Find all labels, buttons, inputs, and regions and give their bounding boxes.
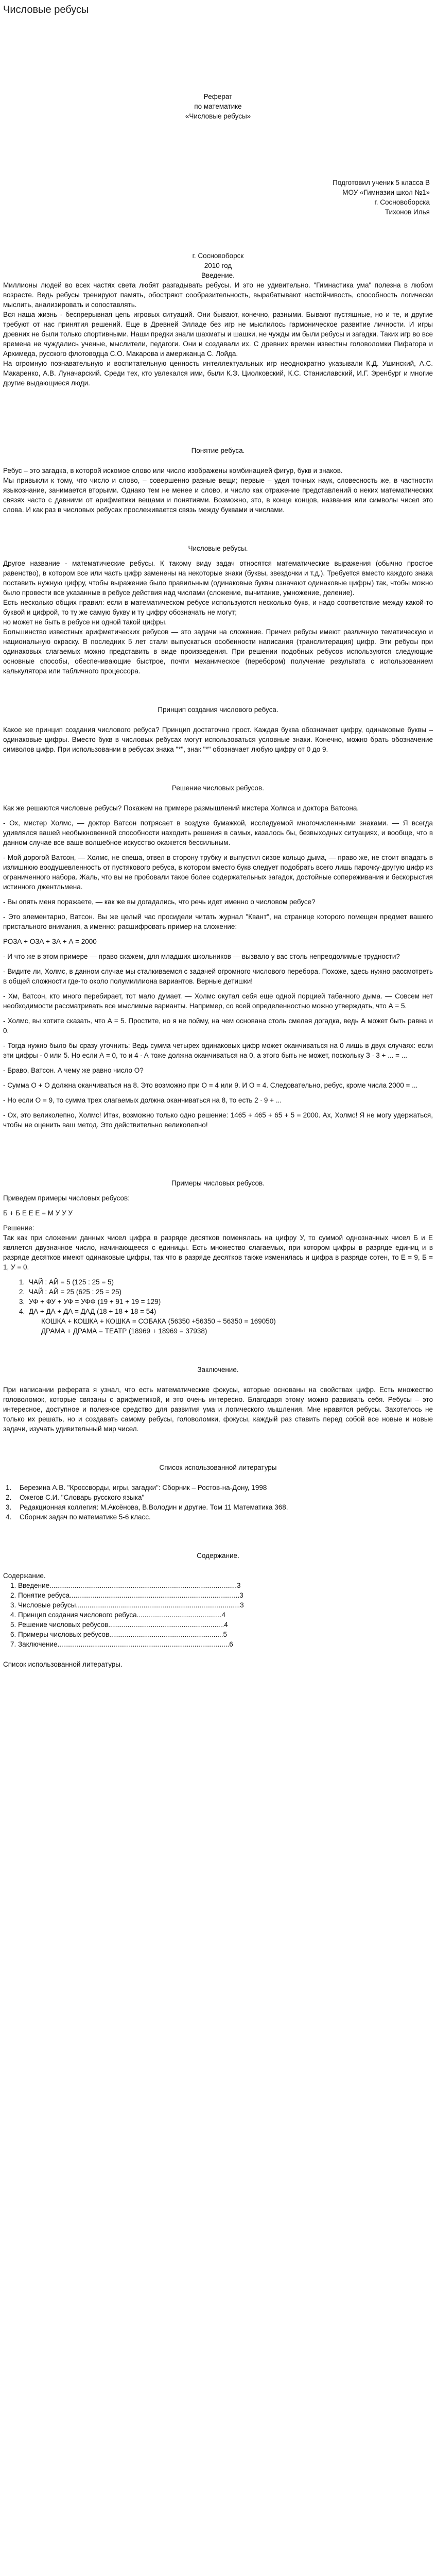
literature-list — [3, 1483, 433, 1522]
solving-paragraph: - Холмс, вы хотите сказать, что А = 5. Простите, но я не пойму, на чем основана столь смелая догадка, ведь А может быть равна и 0. — [3, 1017, 433, 1035]
solving-paragraph: - Вы опять меня поражаете, — как же вы догадались, что речь идет именно о числовом ребусе? — [3, 898, 316, 906]
literature-title: Список использованной литературы — [159, 1464, 277, 1471]
principles-title: Принцип создания числового ребуса. — [158, 706, 278, 714]
numeric-paragraph: Большинство известных арифметических ребусов — это задачи на сложение. Причем ребусы имеют различную тематическую и национальную окраску. В последних 5 лет стали выпускаться особенности написания (транслитерация) цифр. Эти ребусы при одинаковых слагаемых можно представить в виде произведения. При решении подобных ребусов используются следующие основные способы, обеспечивающие быстрое, почти механическое (перебором) получение результата с использованием калькулятора или табличного процессора. — [3, 628, 433, 675]
toc-item: 2. Понятие ребуса........................................................................................3 — [10, 1591, 243, 1599]
numeric-paragraph: но может не быть в ребусе ни одной такой цифры. — [3, 618, 167, 626]
solving-paragraph: - Браво, Ватсон. А чему же равно число О? — [3, 1066, 144, 1074]
solving-formula: РОЗА + ОЗА + ЗА + А = 2000 — [3, 938, 97, 945]
toc-item: 5. Решение числовых ребусов............................................................4 — [10, 1621, 228, 1629]
author-line: г. Сосновоборска — [374, 198, 430, 206]
list-item: 3. УФ + ФУ + УФ = УФФ (19 + 91 + 19 = 129) — [27, 1297, 433, 1307]
contents-label: Содержание. — [3, 1572, 46, 1580]
intro-section — [3, 280, 433, 388]
solving-paragraph: - Мой дорогой Ватсон, — Холмс, не спеша, отвел в сторону трубку и выпустил сизое кольцо дыма, — право же, не стоит впадать в излишнюю воодушевленность от пустякового ребуса, в котором вместо букв следует подобрать всего лишь парочку-другую цифр из ограниченного набора. Жаль, что вы не пробовали такое более содержательных загадок, достойные сопереживания и бескорыстия истинного джентльмена. — [3, 854, 433, 891]
examples-paragraph: Так как при сложении данных чисел цифра в разряде десятков поменялась на цифру У, то суммой однозначных чисел Б и Е является двузначное число, начинающееся с единицы. Есть множество слагаемых, при котором цифры в разряде единиц и в разряде десятков имеют одинаковые цифры, так что в разряде десятков также изменилась и цифра в разряде сотен, то Е = 9, Б = 1, У = 0. — [3, 1234, 433, 1271]
contents-list — [3, 1581, 433, 1649]
footer-literature: Список использованной литературы. — [3, 1660, 123, 1668]
numeric-paragraph: Другое название - математические ребусы. К такому виду задач относятся математические выражения (обычно простое равенство), в котором все или часть цифр заменены на некоторые знаки (буквы, звездочки и т.д.). Требуется вместо каждого знака поставить нужную цифру, чтобы выражение было правильным (одинаковые буквы означают одинаковые цифры) так, чтобы можно было провести все указанные в ребусе действия над числами (сложение, вычитание, умножение, деление). — [3, 560, 433, 597]
solving-paragraph: - Видите ли, Холмс, в данном случае мы сталкиваемся с задачей огромного числового перебора. Похоже, здесь нужно рассмотреть в общей сложности где-то около полумиллиона вариантов. Верные детишки! — [3, 968, 433, 985]
solving-paragraph: - Ох, это великолепно, Холмс! Итак, возможно только одно решение: 1465 + 465 + 65 + 5 = 2000. Ах, Холмс! Я не могу удержаться, чтобы не оценить ваш метод. Это действительно великолепно! — [3, 1111, 433, 1129]
toc-item: 3. Числовые ребусы.....................................................................................3 — [10, 1601, 244, 1609]
toc-item: 1. Введение.................................................................................................3 — [10, 1582, 241, 1589]
intro-title: Введение. — [201, 272, 235, 279]
examples-title: Примеры числовых ребусов. — [171, 1179, 265, 1187]
intro-paragraph: Вся наша жизнь - беспрерывная цепь игровых ситуаций. Они бывают, конечно, разными. Бывают пустяшные, но и те, и другие требуют от нас принятия решений. Еще в Древней Элладе без игр не мыслилось гармоническое развитие личности. И игры древних не были только спортивными. Наши предки знали шахматы и шашки, не чужды им были ребусы и загадки. Таких игр во все времена не чуждались ученые, мыслители, педагоги. Они и создавали их. С древних времен известны головоломки Пифагора и Архимеда, русского флотоводца С.О. Макарова и американца С. Лойда. — [3, 311, 433, 358]
concept-paragraph: Ребус – это загадка, в которой искомое слово или число изображены комбинацией фигур, букв и знаков. — [3, 467, 343, 474]
contents-title: Содержание. — [197, 1552, 239, 1560]
cover-year: 2010 год — [204, 262, 232, 269]
concept-section — [3, 466, 433, 515]
cover-title-block — [3, 20, 433, 121]
concept-paragraph: Мы привыкли к тому, что число и слово, – совершенно разные вещи; первые – удел точных наук, словесность же, в частности языкознание, занимается вторыми. Однако тем не менее и слово, и число как отражение представлений о неких математических связях часто с давними от арифметики вещами и понятиями. Возможно, это, в конце концов, названия или символы чисел это слова. И как раз в числовых ребусах прослеживается связь между буквами и числами. — [3, 477, 433, 514]
conclusion-title: Заключение. — [197, 1366, 239, 1374]
examples-solution-label: Решение: — [3, 1224, 34, 1232]
list-item: 2. ЧАЙ : АЙ = 25 (625 : 25 = 25) — [27, 1287, 433, 1297]
numeric-title: Числовые ребусы. — [188, 545, 248, 552]
solving-paragraph: - Хм, Ватсон, кто много перебирает, тот мало думает. — Холмс окутал себя еще одной порцией табачного дыма. — Совсем нет необходимости рассматривать все мыслимые варианты. Например, со всей определенностью можно утверждать, что А = 5. — [3, 992, 433, 1010]
list-item: КОШКА + КОШКА + КОШКА = СОБАКА (56350 +56350 + 56350 = 169050) — [41, 1317, 276, 1325]
solving-title: Решение числовых ребусов. — [172, 784, 264, 792]
cover-city: г. Сосновоборск — [192, 252, 244, 260]
list-item: 1. Березина А.В. "Кроссворды, игры, загадки": Сборник – Ростов-на-Дону, 1998 — [13, 1483, 433, 1493]
cover-kind: Реферат — [203, 93, 233, 100]
principles-paragraph: Какое же принцип создания числового ребуса? Принцип достаточно прост. Каждая буква обозначает цифру, одинаковые буквы – одинаковые цифры. Вместо букв в числовых ребусах могут использоваться условные знаки. Конечно, можно брать обозначение символов цифр. При использовании в ребусах знака "*", знак "*" обозначает любую цифру от 0 до 9. — [3, 726, 433, 753]
toc-item: 7. Заключение.........................................................................................6 — [10, 1640, 233, 1648]
solving-paragraph: - Ох, мистер Холмс, — доктор Ватсон потрясает в воздухе бумажкой, исследуемой многочисленными знаками. — Я всегда удивлялся вашей необыкновенной способности находить решения в самых, казалось бы, безвыходных ситуациях, и вообще, что в данном случае все ваше волшебное искусство окажется бессильным. — [3, 819, 433, 846]
document-body — [0, 20, 436, 1689]
site-title: Числовые ребусы — [3, 4, 89, 15]
solving-paragraph: - Тогда нужно было бы сразу уточнить: Ведь сумма четырех одинаковых цифр может оканчиваться на 0 лишь в двух случаях: если эти цифры - 0 или 5. Но если А = 0, то и 4 ∙ А тоже должна оканчиваться на 0, а этого быть не может, поскольку З ∙ 3 + ... = ... — [3, 1042, 433, 1059]
examples-formula: Б + Б Е Е Е = М У У У — [3, 1209, 73, 1217]
concept-title: Понятие ребуса. — [191, 447, 245, 454]
solving-paragraph: - Сумма О + О должна оканчиваться на 8. Это возможно при О = 4 или 9. И О = 4. Следовательно, ребус, кроме числа 2000 = ... — [3, 1081, 418, 1089]
cover-topic: «Числовые ребусы» — [185, 112, 251, 120]
cover-place-block — [3, 217, 433, 280]
cover-author-block — [3, 121, 433, 217]
numeric-paragraph: Есть несколько общих правил: если в математическом ребусе используются несколько букв, и надо соответствие между какой-то буквой и цифрой, то ту же самую букву и ту цифру обозначать не могут; — [3, 599, 433, 616]
solving-section — [3, 803, 433, 1130]
cover-subject: по математике — [194, 103, 242, 110]
list-item: ДРАМА + ДРАМА = ТЕАТР (18969 + 18969 = 37938) — [41, 1327, 207, 1335]
solving-paragraph: - Это элементарно, Ватсон. Вы же целый час просидели читать журнал "Квант", на странице которого помещен предмет вашего пристального внимания, а именно: расшифровать пример на сложение: — [3, 913, 433, 930]
list-item: 2. Ожегов С.И. "Словарь русского языка" — [13, 1493, 433, 1502]
solving-paragraph: - И что же в этом примере — право скажем, для младших школьников — вызвало у вас столь непреодолимые трудности? — [3, 953, 400, 960]
examples-list — [3, 1277, 433, 1316]
list-item: 4. Сборник задач по математике 5-6 класс. — [13, 1512, 433, 1522]
author-line: Тихонов Илья — [385, 208, 430, 216]
examples-section — [3, 1193, 433, 1336]
author-line: Подготовил ученик 5 класса В — [333, 179, 430, 187]
toc-item: 6. Примеры числовых ребусов...........................................................5 — [10, 1631, 228, 1638]
list-item: 1. ЧАЙ : АЙ = 5 (125 : 25 = 5) — [27, 1277, 433, 1287]
principles-section — [3, 725, 433, 754]
numeric-section — [3, 558, 433, 676]
list-item: 4. ДА + ДА + ДА = ДАД (18 + 18 + 18 = 54) — [27, 1307, 433, 1316]
author-line: МОУ «Гимназии школ №1» — [342, 189, 430, 196]
examples-intro: Приведем примеры числовых ребусов: — [3, 1194, 130, 1202]
conclusion-paragraph: При написании реферата я узнал, что есть математические фокусы, которые основаны на свойствах цифр. Есть множество головоломок, которые связаны с арифметикой, и это очень интересно. Благодаря этому можно развивать себя. Ребусы – это интересное, доступное и полезное средство для развития ума и логического мышления. Мне нравятся ребусы. Захотелось не только их решать, но и создавать самому ребусы, головоломки, фокусы, каждый раз ставить перед собой все новые и новые задачи, изучать удивительный мир чисел. — [3, 1386, 433, 1433]
intro-paragraph: На огромную познавательную и воспитательную ценность интеллектуальных игр неоднократно указывали К.Д. Ушинский, А.С. Макаренко, А.В. Луначарский. Среди тех, кто увлекался ими, были К.Э. Циолковский, К.С. Станиславский, И.Г. Эренбург и многие другие выдающиеся люди. — [3, 360, 433, 387]
toc-item: 4. Принцип создания числового ребуса............................................4 — [10, 1611, 226, 1619]
intro-paragraph: Миллионы людей во всех частях света любят разгадывать ребусы. И это не удивительно. "Гимнастика ума" полезна в любом возрасте. Ведь ребусы тренируют память, обостряют сообразительность, вырабатывают настойчивость, способность логически мыслить, анализировать и сопоставлять. — [3, 281, 433, 309]
examples-sublist — [3, 1316, 433, 1336]
list-item: 3. Редакционная коллегия: М.Аксёнова, В.Володин и другие. Том 11 Математика 368. — [13, 1502, 433, 1512]
solving-paragraph: Как же решаются числовые ребусы? Покажем на примере размышлений мистера Холмса и доктора Ватсона. — [3, 804, 359, 812]
solving-paragraph: - Но если О = 9, то сумма трех слагаемых должна оканчиваться на 8, то есть 2 ∙ 9 + ... — [3, 1096, 282, 1104]
